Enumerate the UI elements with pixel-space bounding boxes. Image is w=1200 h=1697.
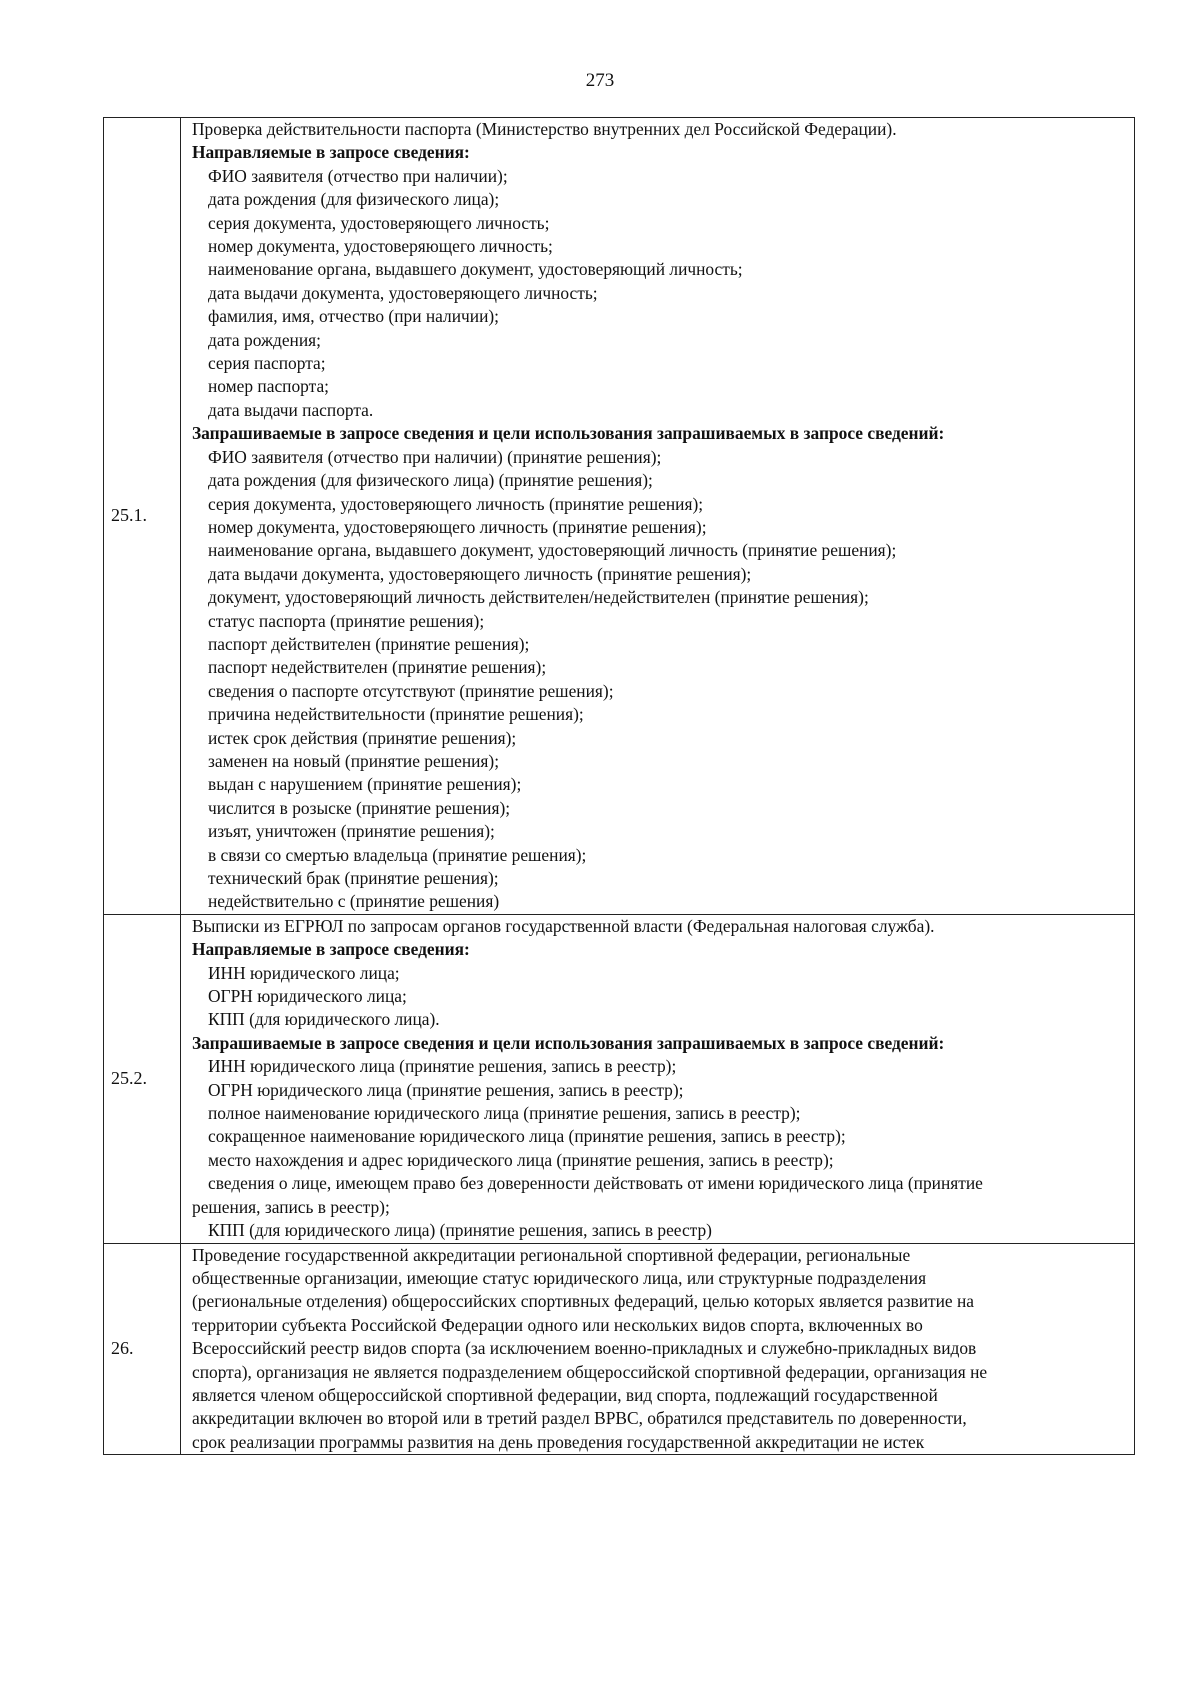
content-line: решения, запись в реестр); bbox=[192, 1196, 390, 1217]
section-heading: Направляемые в запросе сведения: bbox=[192, 142, 470, 163]
content-line: КПП (для юридического лица) (принятие решения, запись в реестр) bbox=[208, 1220, 712, 1241]
content-line: наименование органа, выдавшего документ, удостоверяющий личность; bbox=[208, 259, 743, 280]
content-line: дата выдачи документа, удостоверяющего личность (принятие решения); bbox=[208, 563, 752, 584]
content-line: серия документа, удостоверяющего личность; bbox=[208, 212, 550, 233]
content-line: статус паспорта (принятие решения); bbox=[208, 610, 485, 631]
content-line: является членом общероссийской спортивной федерации, вид спорта, подлежащий государственной bbox=[192, 1384, 938, 1405]
content-line: ОГРН юридического лица (принятие решения, запись в реестр); bbox=[208, 1079, 684, 1100]
content-line: срок реализации программы развития на день проведения государственной аккредитации не истек bbox=[192, 1431, 925, 1452]
content-line: выдан с нарушением (принятие решения); bbox=[208, 774, 522, 795]
content-line: Проверка действительности паспорта (Министерство внутренних дел Российской Федерации). bbox=[192, 119, 897, 139]
content-line: технический брак (принятие решения); bbox=[208, 868, 499, 888]
content-line: истек срок действия (принятие решения); bbox=[208, 727, 517, 748]
content-line: (региональные отделения) общероссийских спортивных федераций, целью которых является развитие на bbox=[192, 1291, 975, 1312]
content-line: номер документа, удостоверяющего личность (принятие решения); bbox=[208, 516, 707, 537]
table-row bbox=[104, 914, 1135, 1243]
content-line: паспорт действителен (принятие решения); bbox=[208, 633, 530, 654]
content-line: фамилия, имя, отчество (при наличии); bbox=[208, 306, 499, 327]
content-line: изъят, уничтожен (принятие решения); bbox=[208, 821, 495, 842]
content-line: номер паспорта; bbox=[208, 376, 330, 397]
content-line: серия документа, удостоверяющего личность (принятие решения); bbox=[208, 493, 704, 514]
content-line: числится в розыске (принятие решения); bbox=[208, 797, 511, 818]
content-line: в связи со смертью владельца (принятие решения); bbox=[208, 844, 587, 865]
content-line: ФИО заявителя (отчество при наличии) (принятие решения); bbox=[208, 446, 662, 467]
content-line: сведения о паспорте отсутствуют (принятие решения); bbox=[208, 680, 614, 701]
row-number: 25.2. bbox=[104, 914, 181, 1243]
row-number: 26. bbox=[104, 1243, 181, 1455]
content-line: дата рождения (для физического лица) (принятие решения); bbox=[208, 470, 653, 491]
content-line: Проведение государственной аккредитации региональной спортивной федерации, региональные bbox=[192, 1244, 911, 1265]
content-line: серия паспорта; bbox=[208, 353, 326, 374]
content-line: ИНН юридического лица; bbox=[208, 962, 400, 983]
content-line: дата рождения (для физического лица); bbox=[208, 189, 500, 210]
content-line: территории субъекта Российской Федерации одного или нескольких видов спорта, включенных во bbox=[192, 1314, 923, 1335]
content-line: заменен на новый (принятие решения); bbox=[208, 750, 500, 771]
content-line: сведения о лице, имеющем право без доверенности действовать от имени юридического лица (принятие bbox=[208, 1173, 983, 1194]
section-heading: Запрашиваемые в запросе сведения и цели использования запрашиваемых в запросе сведений: bbox=[192, 1032, 945, 1053]
content-line: номер документа, удостоверяющего личность; bbox=[208, 236, 553, 257]
table-row bbox=[104, 118, 1135, 915]
content-line: сокращенное наименование юридического лица (принятие решения, запись в реестр); bbox=[208, 1126, 846, 1147]
content-line: дата выдачи паспорта. bbox=[208, 399, 374, 420]
content-line: полное наименование юридического лица (принятие решения, запись в реестр); bbox=[208, 1103, 801, 1124]
content-line: недействительно с (принятие решения) bbox=[208, 891, 500, 912]
content-line: аккредитации включен во второй или в третий раздел ВРВС, обратился представитель по доверенности, bbox=[192, 1408, 967, 1429]
section-heading: Запрашиваемые в запросе сведения и цели использования запрашиваемых в запросе сведений: bbox=[192, 423, 945, 444]
table-row bbox=[104, 1243, 1135, 1455]
content-line: дата выдачи документа, удостоверяющего личность; bbox=[208, 282, 598, 303]
row-content bbox=[181, 1243, 1135, 1455]
content-line: документ, удостоверяющий личность действителен/недействителен (принятие решения); bbox=[208, 587, 869, 608]
content-line: Выписки из ЕГРЮЛ по запросам органов государственной власти (Федеральная налоговая служба). bbox=[192, 915, 935, 936]
content-line: ОГРН юридического лица; bbox=[208, 986, 407, 1007]
content-line: спорта), организация не является подразделением общероссийской спортивной федерации, организация не bbox=[192, 1361, 988, 1382]
content-line: КПП (для юридического лица). bbox=[208, 1009, 440, 1030]
content-line: место нахождения и адрес юридического лица (принятие решения, запись в реестр); bbox=[208, 1149, 834, 1170]
content-line: наименование органа, выдавшего документ, удостоверяющий личность (принятие решения); bbox=[208, 540, 897, 561]
row-number: 25.1. bbox=[104, 118, 181, 915]
row-content bbox=[181, 914, 1135, 1243]
row-content bbox=[181, 118, 1135, 915]
content-line: ФИО заявителя (отчество при наличии); bbox=[208, 165, 508, 186]
content-line: ИНН юридического лица (принятие решения, запись в реестр); bbox=[208, 1056, 677, 1077]
services-table bbox=[103, 117, 1135, 1455]
content-line: паспорт недействителен (принятие решения); bbox=[208, 657, 547, 678]
content-line: общественные организации, имеющие статус юридического лица, или структурные подразделения bbox=[192, 1267, 927, 1288]
content-line: Всероссийский реестр видов спорта (за исключением военно-прикладных и служебно-прикладных видов bbox=[192, 1338, 977, 1359]
content-line: дата рождения; bbox=[208, 329, 321, 350]
page-number: 273 bbox=[585, 70, 615, 91]
content-line: причина недействительности (принятие решения); bbox=[208, 704, 584, 725]
section-heading: Направляемые в запросе сведения: bbox=[192, 939, 470, 960]
